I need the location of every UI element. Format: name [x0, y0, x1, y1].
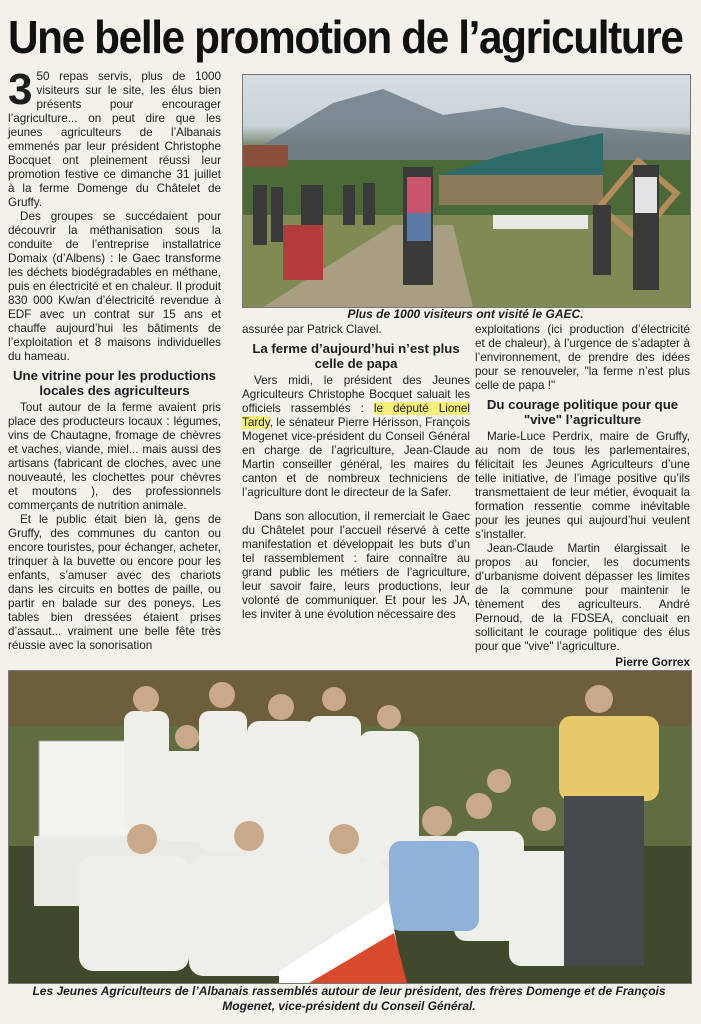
author-byline: Pierre Gorrex — [615, 656, 690, 669]
photo-group-caption: Les Jeunes Agriculteurs de l’Albanais rassemblés autour de leur président, des frères Domenge et de François Mogenet, vice-président du Conseil Général. — [32, 984, 666, 1013]
paragraph-officiels — [242, 374, 470, 500]
article-headline: Une belle promotion de l’agriculture — [8, 11, 683, 63]
photo-group-illustration — [9, 671, 691, 983]
photo-farm-visitors-illustration — [243, 75, 690, 307]
photo-farm-caption: Plus de 1000 visiteurs ont visité le GAEC. — [347, 307, 584, 321]
article-column-3 — [475, 323, 690, 670]
lead-text: 50 repas servis, plus de 1000 visiteurs sur le site, les élus bien présents pour encourager l’agriculture... on peut dire que les jeunes agriculteurs de l’Albanais emmenés par leur président Christophe Bocquet ont pleinement réussi leur promotion festive ce dimanche 31 juillet à la ferme Domenge du Châtelet de Gruffy. — [8, 70, 221, 209]
subheading-ferme-papa: La ferme d’aujourd’hui n’est plus celle de papa — [252, 341, 460, 371]
subheading-courage-politique: Du courage politique pour que "vive" l’agriculture — [486, 397, 679, 427]
paragraph-methanisation: Des groupes se succédaient pour découvrir la méthanisation sous la conduite de l’entreprise installatrice Domaix (d’Albens) : le Gaec transforme les déchets biodégradables en méthane, puis en électricité et en chaleur. Il produit 830 000 Kw/an d’électricité revendue à EDF avec un contrat sur 15 ans et chauffe aujourd’hui les bâtiments de l’exploitation et 8 maisons individuelles du hameau. — [8, 210, 221, 363]
paragraph-public: Et le public était bien là, gens de Gruffy, des communes du canton ou encore touristes, pour échanger, acheter, trinquer à la buvette ou encore pour les enfants, s’amuser avec des chariots dans les circuits en bottes de paille, ou partir en balade sur des poneys. Les tables bien dressées étaient prises d’assaut... vraiment une belle fête très réussie avec la sonorisation — [8, 513, 221, 652]
photo-group-young-farmers — [8, 670, 692, 984]
officiels-text-a: Vers midi, le président des Jeunes Agriculteurs Christophe Bocquet saluait les officiels rassemblés : — [242, 374, 470, 415]
article-column-1 — [8, 65, 221, 653]
subheading-vitrine: Une vitrine pour les productions locales des agriculteurs — [13, 368, 216, 398]
paragraph-sonorisation: assurée par Patrick Clavel. — [242, 323, 382, 336]
drop-cap: 3 — [8, 65, 33, 114]
lead-paragraph — [8, 65, 221, 210]
paragraph-foncier: Jean-Claude Martin élargissait le propos au foncier, les documents d’urbanisme doivent dépasser les limites de la commune pour maintenir le tènement des agriculteurs. André Pernoud, de la FDSEA, concluait en sollicitant le courage politique des élus pour que "vive" l’agriculture. — [475, 542, 690, 653]
paragraph-exploitations: exploitations (ici production d’électricité et de chaleur), à l’urgence de s’adapter à l’environnement, de prendre des idées pour se renouveler, "la ferme n’est plus celle de papa !" — [475, 323, 690, 392]
paragraph-allocution: Dans son allocution, il remerciait le Gaec du Châtelet pour l’accueil réservé à cette manifestation et développait les buts d’un tel rassemblement : faire connaître au grand public les métiers de l’agriculture, leur savoir faire, leurs productions, leur volonté de communiquer. Et pour les JA, les inviter à une évolution nécessaire des — [242, 510, 470, 621]
paragraph-producteurs: Tout autour de la ferme avaient pris place des producteurs locaux : légumes, vins de Chautagne, fromage de chèvres et vaches, viande, miel... mais aussi des artisans (fabricant de cloches, avec une nouveauté, les clochettes pour chèvres et moutons ), des professionnels commerçants de nutrition animale. — [8, 401, 221, 512]
highlighted-deputy-name: le député Lionel Tardy — [242, 402, 470, 429]
officiels-text-b: , le sénateur Pierre Hérisson, François Mogenet vice-président du Conseil Général en charge de l’agriculture, Jean-Claude Martin conseiller général, les maires du canton et de nombreux techniciens de l’agriculture dont le directeur de la Safer. — [242, 416, 470, 499]
article-column-2 — [242, 323, 470, 622]
photo-farm-visitors — [242, 74, 691, 308]
paragraph-maire-gruffy: Marie-Luce Perdrix, maire de Gruffy, au nom de tous les parlementaires, félicitait les Jeunes Agriculteurs d’une telle initiative, de l’image positive qu’ils transmettaient de leur métier, évoquait la formation ressentie comme inévitable pour les jeunes qui aujourd’hui veulent s’installer. — [475, 430, 690, 541]
